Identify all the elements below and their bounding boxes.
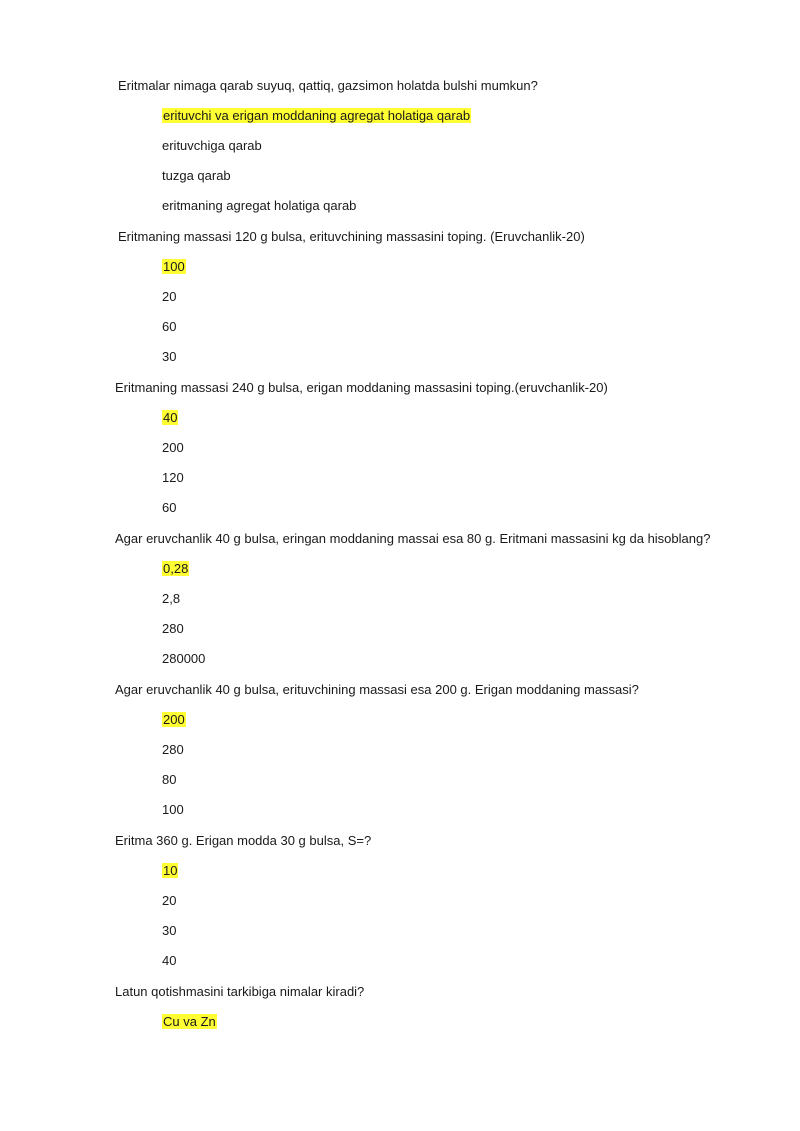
correct-answer-highlight: 40 — [163, 410, 178, 425]
question-3-text: Eritmaning massasi 240 g bulsa, erigan moddaning massasini toping.(eruvchanlik-20) — [115, 380, 608, 395]
question-4-text: Agar eruvchanlik 40 g bulsa, eringan moddaning massai esa 80 g. Eritmani massasini kg da hisoblang? — [115, 531, 711, 546]
question-1-option-3: tuzga qarab — [162, 168, 231, 183]
question-1-option-1 — [162, 107, 471, 124]
question-4-option-1 — [162, 560, 189, 577]
question-5-option-3: 80 — [162, 772, 177, 787]
correct-answer-highlight: 100 — [163, 259, 185, 274]
correct-answer-highlight: 0,28 — [163, 561, 189, 576]
question-2-option-1 — [162, 258, 186, 275]
correct-answer-highlight: 10 — [163, 863, 178, 878]
question-1-text: Eritmalar nimaga qarab suyuq, qattiq, gazsimon holatda bulshi mumkun? — [118, 78, 538, 93]
question-3-option-1 — [162, 409, 178, 426]
correct-answer-highlight: 200 — [163, 712, 185, 727]
question-4-option-3: 280 — [162, 621, 184, 636]
question-3-option-4: 60 — [162, 500, 177, 515]
question-4-option-4: 280000 — [162, 651, 206, 666]
question-4-option-2: 2,8 — [162, 591, 181, 606]
question-5-option-4: 100 — [162, 802, 184, 817]
question-5-option-2: 280 — [162, 742, 184, 757]
question-1-option-4: eritmaning agregat holatiga qarab — [162, 198, 357, 213]
question-2-option-3: 60 — [162, 319, 177, 334]
correct-answer-highlight: erituvchi va erigan moddaning agregat holatiga qarab — [163, 108, 471, 123]
question-6-option-2: 20 — [162, 893, 177, 908]
question-7-option-1 — [162, 1013, 217, 1030]
question-2-text: Eritmaning massasi 120 g bulsa, erituvchining massasini toping. (Eruvchanlik-20) — [118, 229, 585, 244]
question-5-text: Agar eruvchanlik 40 g bulsa, erituvchining massasi esa 200 g. Erigan moddaning massasi? — [115, 682, 639, 697]
question-6-option-3: 30 — [162, 923, 177, 938]
question-6-option-4: 40 — [162, 953, 177, 968]
question-2-option-4: 30 — [162, 349, 177, 364]
question-5-option-1 — [162, 711, 186, 728]
question-1-option-2: erituvchiga qarab — [162, 138, 262, 153]
question-3-option-2: 200 — [162, 440, 184, 455]
correct-answer-highlight: Cu va Zn — [163, 1014, 216, 1029]
question-7-text: Latun qotishmasini tarkibiga nimalar kiradi? — [115, 984, 365, 999]
question-6-text: Eritma 360 g. Erigan modda 30 g bulsa, S=? — [115, 833, 372, 848]
question-3-option-3: 120 — [162, 470, 184, 485]
question-6-option-1 — [162, 862, 178, 879]
question-2-option-2: 20 — [162, 289, 177, 304]
